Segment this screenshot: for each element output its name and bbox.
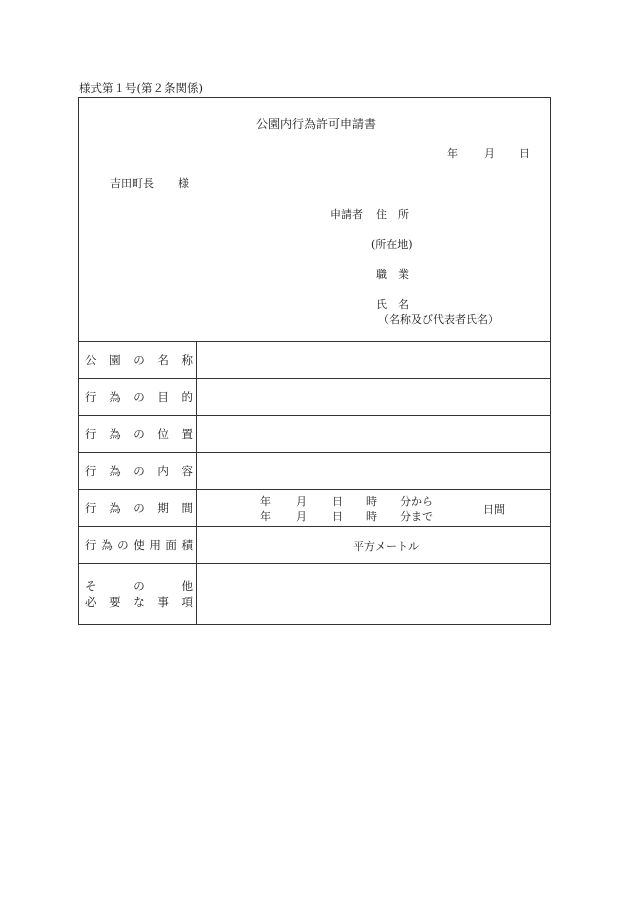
row-divider bbox=[79, 526, 550, 527]
date-month: 月 bbox=[484, 147, 495, 160]
row-divider bbox=[79, 452, 550, 453]
date-year: 年 bbox=[447, 147, 458, 160]
applicant-address-label: 住 所 bbox=[376, 208, 409, 221]
position-label: 行 為 の 位 置 bbox=[85, 427, 193, 441]
period-label: 行 為 の 期 間 bbox=[85, 501, 193, 515]
applicant-name-note: （名称及び代表者氏名） bbox=[378, 313, 499, 326]
other-matters-line1: そ の 他 bbox=[85, 579, 193, 593]
application-form-table: 公園内行為許可申請書 年 月 日 吉田町長 様 申請者 住 所 (所在地) 職 業 氏 名 （名称及び代表者氏名） 公 園 の 名 称 行 為 の 目 的 行 為 の 位 置 行 為 の 内 容 行 為 の 期 間 行 為 の 使 用 面 積 そ の 他 必 要 な 事 項 年 月 日 時 分から 年 月 日 時 分まで 日間 平方メートル bbox=[78, 97, 551, 625]
row-divider bbox=[79, 415, 550, 416]
form-title: 公園内行為許可申請書 bbox=[256, 117, 377, 131]
addressee-name: 吉田町長 bbox=[110, 177, 154, 190]
purpose-label: 行 為 の 目 的 bbox=[85, 390, 193, 404]
date-day: 日 bbox=[519, 147, 530, 160]
row-divider bbox=[79, 563, 550, 564]
addressee-honorific: 様 bbox=[178, 177, 189, 190]
content-label: 行 為 の 内 容 bbox=[85, 464, 193, 478]
applicant-label: 申請者 bbox=[330, 208, 363, 221]
area-unit-label: 平方メートル bbox=[353, 540, 419, 553]
applicant-location-label: (所在地) bbox=[371, 238, 413, 251]
area-label: 行 為 の 使 用 面 積 bbox=[85, 538, 193, 552]
period-days-label: 日間 bbox=[483, 503, 505, 516]
other-matters-label bbox=[85, 578, 193, 610]
row-divider bbox=[79, 341, 550, 342]
other-matters-line2: 必 要 な 事 項 bbox=[85, 595, 193, 609]
park-name-label: 公 園 の 名 称 bbox=[85, 353, 193, 367]
row-divider bbox=[79, 378, 550, 379]
row-divider bbox=[79, 489, 550, 490]
applicant-name-label: 氏 名 bbox=[376, 298, 409, 311]
applicant-occupation-label: 職 業 bbox=[376, 268, 409, 281]
form-number-label: 様式第１号(第２条関係) bbox=[79, 81, 203, 95]
column-divider bbox=[196, 341, 197, 625]
